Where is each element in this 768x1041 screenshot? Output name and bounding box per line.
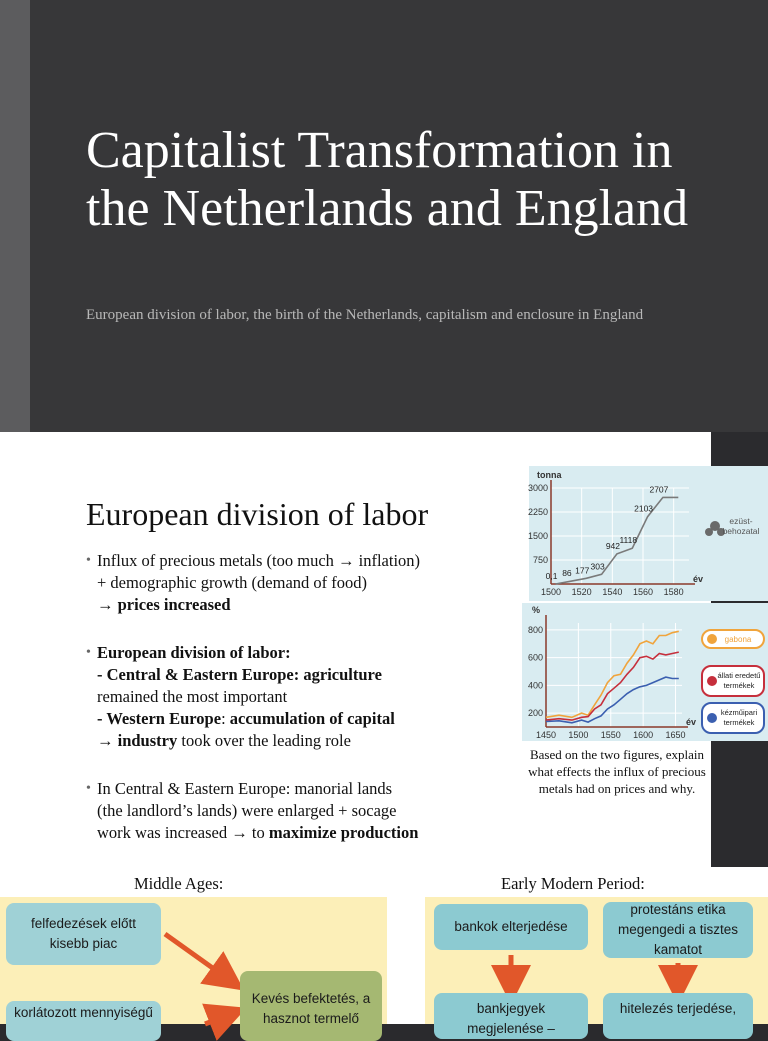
bullet-text: : xyxy=(221,709,230,728)
bullet-line xyxy=(97,664,506,686)
bullet-dot: • xyxy=(86,645,91,660)
x-tick-label: 1560 xyxy=(632,587,654,597)
data-label: 942 xyxy=(605,540,621,551)
diagram-box-investment: Kevés befektetés, a hasznot termelő xyxy=(240,971,382,1041)
diagram-box-banks: bankok elterjedése xyxy=(434,904,588,950)
x-tick-label: 1520 xyxy=(571,587,592,597)
slide-subtitle: European division of labor, the birth of the Netherlands, capitalism and enclosure in England xyxy=(86,307,644,323)
bullet-dot: • xyxy=(86,781,91,796)
bullet-item xyxy=(86,550,506,616)
price-index-chart-svg xyxy=(522,603,768,741)
x-tick-label: 1500 xyxy=(568,730,589,740)
bullet-line xyxy=(97,642,506,664)
legend-label: termékek xyxy=(723,718,755,727)
x-axis-label: év xyxy=(693,574,704,584)
diagram-box-ethics: protestáns etika megengedi a tisztes kamatot xyxy=(603,902,753,958)
y-tick-label: 800 xyxy=(527,624,543,635)
middle-ages-label: Middle Ages: xyxy=(134,874,224,893)
bullet-line xyxy=(97,708,506,730)
bullet-text: Influx of precious metals (too much → inflation) xyxy=(97,551,421,570)
bullet-line xyxy=(97,686,506,708)
bullet-line xyxy=(97,730,506,752)
series-line-1 xyxy=(546,652,679,720)
data-label: 2707 xyxy=(649,484,669,495)
bullet-line xyxy=(97,822,506,844)
legend-icon-1 xyxy=(707,676,717,686)
y-tick-label: 1500 xyxy=(527,531,548,541)
x-tick-label: 1450 xyxy=(535,730,557,740)
slide-title: Capitalist Transformation in the Netherlands and England xyxy=(86,122,689,237)
early-modern-diagram xyxy=(425,897,768,1036)
x-tick-label: 1580 xyxy=(663,587,684,597)
price-index-chart xyxy=(522,603,768,741)
y-tick-label: 400 xyxy=(527,680,543,691)
bullet-item xyxy=(86,642,506,752)
chart-caption: Based on the two figures, explain what effects the influx of precious metals had on prices and why. xyxy=(528,747,706,796)
y-tick-label: 600 xyxy=(527,652,543,663)
bullet-text: + demographic growth (demand of food) xyxy=(97,573,368,592)
early-modern-label: Early Modern Period: xyxy=(501,874,645,893)
bullet-text: took over the leading role xyxy=(177,731,351,750)
accent-bar xyxy=(0,0,30,432)
legend-icon-0 xyxy=(707,634,717,644)
bullet-text: (the landlord’s lands) were enlarged + socage xyxy=(97,801,397,820)
y-axis-label: % xyxy=(532,605,541,615)
x-tick-label: 1600 xyxy=(633,730,654,740)
arrow-to-investment-2 xyxy=(205,1015,228,1024)
data-label: 86 xyxy=(562,568,572,579)
content-heading: European division of labor xyxy=(86,496,429,532)
content-slide xyxy=(0,432,768,1036)
data-label: 2103 xyxy=(634,503,654,514)
legend-label: termékek xyxy=(723,681,755,690)
y-tick-label: 750 xyxy=(532,555,548,565)
bullet-text: work was increased → to xyxy=(97,823,269,842)
bullet-list xyxy=(86,550,506,870)
diagram-box-banknotes: bankjegyek megjelenése – xyxy=(434,993,588,1039)
y-tick-label: 3000 xyxy=(527,483,548,493)
diagram-box-credit: hitelezés terjedése, xyxy=(603,993,753,1039)
middle-ages-diagram xyxy=(0,897,387,1024)
legend-label: kézműipari xyxy=(720,708,758,717)
bullet-dot: • xyxy=(86,553,91,568)
silver-import-chart xyxy=(529,466,768,601)
bullet-line xyxy=(97,550,506,572)
bullet-text: - Central & Eastern Europe: agriculture xyxy=(97,665,382,684)
bullet-text: industry xyxy=(117,731,178,750)
legend-label: ezüst- xyxy=(729,516,753,526)
data-label: 0,1 xyxy=(545,570,558,581)
bullet-text: accumulation of capital xyxy=(229,709,395,728)
bullet-line xyxy=(97,800,506,822)
legend-icon-2 xyxy=(707,713,717,723)
bullet-text: In Central & Eastern Europe: manorial lands xyxy=(97,779,393,798)
x-tick-label: 1540 xyxy=(602,587,623,597)
x-axis-label: év xyxy=(686,717,697,727)
title-slide xyxy=(0,0,768,432)
data-label: 1118 xyxy=(619,535,638,546)
legend-label: gabona xyxy=(724,635,752,644)
bullet-text: remained the most important xyxy=(97,687,288,706)
y-tick-label: 2250 xyxy=(527,507,548,517)
bullet-line xyxy=(97,572,506,594)
y-axis-label: tonna xyxy=(537,470,562,480)
y-tick-label: 200 xyxy=(527,708,543,719)
bullet-line xyxy=(97,778,506,800)
data-label: 303 xyxy=(590,561,605,572)
x-tick-label: 1500 xyxy=(540,587,562,597)
bullet-text: → xyxy=(97,595,118,614)
silver-import-chart-svg xyxy=(529,466,768,601)
bullet-text: - Western Europe xyxy=(97,709,222,728)
legend-label: behozatal xyxy=(722,526,760,536)
bullet-line xyxy=(97,594,506,616)
legend-label: állati eredetű xyxy=(717,671,761,680)
diagram-box-market: felfedezések előtt kisebb piac xyxy=(6,903,161,965)
x-tick-label: 1550 xyxy=(600,730,621,740)
bullet-text: prices increased xyxy=(117,595,231,614)
bullet-item xyxy=(86,778,506,844)
data-label: 177 xyxy=(575,565,590,576)
x-tick-label: 1650 xyxy=(665,730,686,740)
diagram-box-limited: korlátozott mennyiségű xyxy=(6,1001,161,1041)
silver-icon-2 xyxy=(705,528,713,536)
arrow-to-investment xyxy=(165,934,228,979)
series-line-0 xyxy=(546,631,679,717)
bullet-text: maximize production xyxy=(268,823,419,842)
bullet-text: → xyxy=(97,731,118,750)
bullet-text: European division of labor: xyxy=(97,643,291,662)
